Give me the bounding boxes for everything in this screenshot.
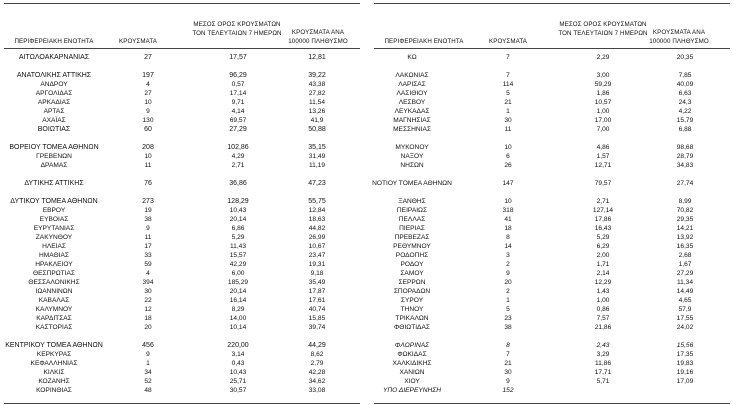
cases-cell: 8 [506, 342, 510, 349]
per100k-cell: 34,62 [308, 378, 326, 385]
header-cases: ΚΡΟΥΣΜΑΤΑ [489, 38, 527, 45]
cases-cell: 59 [144, 261, 152, 268]
cases-cell: 2 [506, 261, 510, 268]
avg7-cell: 102,86 [227, 144, 249, 151]
per100k-cell: 43,38 [308, 81, 326, 88]
per100k-cell: 1,67 [678, 261, 692, 268]
region-cell: ΑΙΤΩΛΟΑΚΑΡΝΑΝΙΑΣ [18, 54, 90, 61]
region-cell: ΜΥΚΟΝΟΥ [395, 144, 429, 151]
region-cell: ΤΡΙΚΑΛΩΝ [395, 315, 429, 322]
header-cases: ΚΡΟΥΣΜΑΤΑ [119, 38, 157, 45]
per100k-cell: 18,63 [308, 216, 326, 223]
region-cell: ΒΟΡΕΙΟΥ ΤΟΜΕΑ ΑΘΗΝΩΝ [9, 144, 99, 151]
per100k-cell: 4,65 [678, 297, 692, 304]
region-cell: ΚΙΛΚΙΣ [43, 369, 65, 376]
cases-cell: 38 [504, 324, 512, 331]
per100k-cell: 6,63 [678, 90, 692, 97]
per100k-cell: 13,92 [676, 234, 694, 241]
region-cell: ΗΜΑΘΙΑΣ [39, 252, 69, 259]
per100k-cell: 44,29 [308, 342, 326, 349]
region-cell: ΛΕΣΒΟΥ [398, 99, 426, 106]
avg7-cell: 20,14 [229, 216, 247, 223]
per100k-cell: 11,54 [308, 99, 325, 106]
per100k-cell: 55,75 [308, 198, 326, 205]
region-cell: ΦΘΙΩΤΙΔΑΣ [394, 324, 430, 331]
cases-cell: 23 [504, 315, 512, 322]
top-rule [4, 3, 360, 4]
avg7-cell: 220,00 [227, 342, 249, 349]
region-cell: ΚΟΖΑΝΗΣ [38, 378, 70, 385]
avg7-cell: 5,29 [596, 234, 610, 241]
cases-cell: 9 [506, 378, 510, 385]
avg7-cell: 2,14 [596, 270, 610, 277]
per100k-cell: 27,74 [676, 180, 694, 187]
region-cell: ΡΕΘΥΜΝΟΥ [393, 243, 431, 250]
cases-cell: 30 [504, 117, 512, 124]
cases-cell: 5 [506, 90, 510, 97]
cases-cell: 4 [146, 270, 150, 277]
header-avg7: ΜΕΣΟΣ ΟΡΟΣ ΚΡΟΥΣΜΑΤΩΝ ΤΟΝ ΤΕΛΕΥΤΑΙΩΝ 7 ΗΜΕΡΩΝ [558, 21, 648, 37]
cases-cell: 30 [144, 288, 152, 295]
region-cell: ΠΕΙΡΑΙΩΣ [396, 207, 428, 214]
avg7-cell: 17,14 [229, 90, 247, 97]
cases-cell: 9 [146, 351, 150, 358]
avg7-cell: 17,57 [229, 54, 247, 61]
region-cell: ΣΥΡΟΥ [400, 297, 424, 304]
cases-cell: 130 [142, 117, 154, 124]
region-cell: ΚΑΡΔΙΤΣΑΣ [36, 315, 72, 322]
region-cell: ΕΥΡΥΤΑΝΙΑΣ [33, 225, 75, 232]
avg7-cell: 3,00 [596, 72, 610, 79]
cases-cell: 52 [144, 378, 152, 385]
per100k-cell: 19,83 [676, 360, 694, 367]
region-cell: ΜΕΣΣΗΝΙΑΣ [393, 126, 431, 133]
region-cell: ΑΡΤΑΣ [43, 108, 65, 115]
header-rule [374, 48, 730, 49]
region-cell: ΣΠΟΡΑΔΩΝ [393, 288, 431, 295]
avg7-cell: 10,43 [229, 369, 247, 376]
per100k-cell: 4,22 [678, 108, 692, 115]
cases-cell: 10 [144, 99, 152, 106]
avg7-cell: 30,57 [229, 387, 247, 394]
region-cell: ΤΗΝΟΥ [400, 306, 424, 313]
region-cell: ΝΑΞΟΥ [400, 153, 424, 160]
cases-cell: 9 [146, 108, 150, 115]
region-cell: ΠΕΛΛΑΣ [398, 216, 426, 223]
per100k-cell: 42,28 [308, 369, 326, 376]
cases-cell: 14 [504, 243, 512, 250]
region-cell: ΖΑΚΥΝΘΟΥ [35, 234, 73, 241]
per100k-cell: 12,81 [308, 54, 326, 61]
cases-cell: 20 [144, 324, 152, 331]
region-cell: ΚΕΝΤΡΙΚΟΥ ΤΟΜΕΑ ΑΘΗΝΩΝ [5, 342, 103, 349]
per100k-cell: 20,35 [676, 54, 694, 61]
cases-cell: 60 [144, 126, 152, 133]
per100k-cell: 19,16 [676, 369, 694, 376]
avg7-cell: 36,86 [229, 180, 247, 187]
cases-cell: 30 [504, 369, 512, 376]
region-cell: ΔΡΑΜΑΣ [40, 162, 68, 169]
avg7-cell: 128,29 [227, 198, 249, 205]
cases-cell: 19 [144, 207, 152, 214]
cases-cell: 20 [504, 279, 512, 286]
avg7-cell: 9,71 [231, 99, 245, 106]
avg7-cell: 1,00 [596, 297, 610, 304]
avg7-cell: 1,43 [596, 288, 610, 295]
avg7-cell: 10,14 [229, 324, 247, 331]
avg7-cell: 12,29 [594, 279, 612, 286]
region-cell: ΚΩ [407, 54, 417, 61]
per100k-cell: 7,85 [678, 72, 692, 79]
region-cell: ΑΡΓΟΛΙΔΑΣ [35, 90, 73, 97]
cases-cell: 197 [142, 72, 154, 79]
avg7-cell: 127,14 [592, 207, 614, 214]
region-cell: ΛΑΚΩΝΙΑΣ [395, 72, 429, 79]
cases-cell: 10 [504, 144, 512, 151]
region-cell: ΘΕΣΠΡΩΤΙΑΣ [32, 270, 76, 277]
per100k-cell: 31,49 [308, 153, 326, 160]
cases-cell: 21 [504, 99, 512, 106]
avg7-cell: 25,71 [229, 378, 247, 385]
avg7-cell: 4,86 [596, 144, 610, 151]
cases-cell: 208 [142, 144, 154, 151]
region-cell: ΚΟΡΙΝΘΙΑΣ [36, 387, 72, 394]
per100k-cell: 11,34 [676, 279, 693, 286]
cases-cell: 1 [506, 108, 510, 115]
cases-cell: 9 [506, 270, 510, 277]
per100k-cell: 17,09 [676, 378, 694, 385]
avg7-cell: 16,43 [594, 225, 612, 232]
avg7-cell: 10,57 [594, 99, 612, 106]
per100k-cell: 35,15 [308, 144, 326, 151]
per100k-cell: 24,3 [678, 99, 692, 106]
region-cell: ΚΕΦΑΛΛΗΝΙΑΣ [30, 360, 78, 367]
region-cell: ΚΕΡΚΥΡΑΣ [36, 351, 72, 358]
per100k-cell: 40,09 [676, 81, 694, 88]
avg7-cell: 1,71 [596, 261, 610, 268]
per100k-cell: 41,9 [310, 117, 324, 124]
region-cell: ΝΗΣΩΝ [400, 162, 424, 169]
cases-cell: 114 [502, 81, 514, 88]
avg7-cell: 185,29 [227, 279, 249, 286]
region-cell: ΣΕΡΡΩΝ [398, 279, 426, 286]
per100k-cell: 70,82 [676, 207, 694, 214]
per100k-cell: 50,88 [308, 126, 326, 133]
avg7-cell: 15,57 [229, 252, 247, 259]
avg7-cell: 1,57 [596, 153, 610, 160]
region-cell: ΦΛΩΡΙΝΑΣ [394, 342, 430, 349]
per100k-cell: 13,26 [308, 108, 326, 115]
region-cell: ΚΑΣΤΟΡΙΑΣ [35, 324, 73, 331]
per100k-cell: 17,35 [676, 351, 694, 358]
per100k-cell: 2,79 [310, 360, 324, 367]
avg7-cell: 17,00 [594, 117, 612, 124]
avg7-cell: 0,43 [231, 360, 245, 367]
avg7-cell: 20,14 [229, 288, 247, 295]
per100k-cell: 28,79 [676, 153, 694, 160]
cases-cell: 273 [142, 198, 154, 205]
cases-cell: 1 [506, 297, 510, 304]
cases-cell: 26 [504, 162, 512, 169]
region-cell: ΔΥΤΙΚΟΥ ΤΟΜΕΑ ΑΘΗΝΩΝ [10, 198, 98, 205]
cases-cell: 18 [504, 225, 512, 232]
per100k-cell: 26,99 [308, 234, 326, 241]
cases-cell: 34 [144, 369, 152, 376]
avg7-cell: 2,71 [231, 162, 245, 169]
bottom-rule [374, 403, 730, 404]
region-cell: ΛΑΣΙΘΙΟΥ [396, 90, 428, 97]
per100k-cell: 15,85 [308, 315, 326, 322]
cases-cell: 21 [504, 360, 512, 367]
per100k-cell: 35,49 [308, 279, 326, 286]
per100k-cell: 57,9 [678, 306, 692, 313]
cases-cell: 18 [144, 315, 152, 322]
avg7-cell: 79,57 [594, 180, 612, 187]
region-cell: ΓΡΕΒΕΝΩΝ [36, 153, 72, 160]
cases-cell: 27 [144, 54, 152, 61]
avg7-cell: 8,29 [231, 306, 245, 313]
avg7-cell: 17,86 [594, 216, 612, 223]
region-cell: ΑΡΚΑΔΙΑΣ [37, 99, 71, 106]
cases-cell: 1 [146, 360, 150, 367]
cases-cell: 10 [504, 198, 512, 205]
region-cell: ΣΑΜΟΥ [400, 270, 424, 277]
region-cell: ΠΡΕΒΕΖΑΣ [394, 234, 430, 241]
per100k-cell: 2,68 [678, 252, 692, 259]
cases-cell: 318 [502, 207, 514, 214]
cases-cell: 38 [144, 216, 152, 223]
avg7-cell: 4,14 [231, 108, 245, 115]
per100k-cell: 23,47 [308, 252, 326, 259]
region-cell: ΒΟΙΩΤΙΑΣ [37, 126, 71, 133]
avg7-cell: 0,86 [596, 306, 610, 313]
avg7-cell: 2,00 [596, 252, 610, 259]
avg7-cell: 14,00 [229, 315, 247, 322]
per100k-cell: 6,88 [678, 126, 692, 133]
region-cell: ΚΑΒΑΛΑΣ [38, 297, 70, 304]
avg7-cell: 5,71 [596, 378, 610, 385]
avg7-cell: 4,29 [231, 153, 245, 160]
header-region: ΠΕΡΙΦΕΡΕΙΑΚΗ ΕΝΟΤΗΤΑ [14, 38, 94, 45]
per100k-cell: 27,29 [676, 270, 694, 277]
header-region: ΠΕΡΙΦΕΡΕΙΑΚΗ ΕΝΟΤΗΤΑ [384, 38, 464, 45]
region-cell: ΗΛΕΙΑΣ [42, 243, 66, 250]
per100k-cell: 17,55 [676, 315, 694, 322]
per100k-cell: 33,08 [308, 387, 326, 394]
region-cell: ΠΙΕΡΙΑΣ [399, 225, 425, 232]
cases-cell: 3 [506, 252, 510, 259]
cases-cell: 7 [506, 54, 510, 61]
per100k-cell: 98,68 [676, 144, 694, 151]
cases-cell: 5 [506, 306, 510, 313]
cases-cell: 2 [506, 288, 510, 295]
region-cell: ΑΧΑΪΑΣ [42, 117, 66, 124]
avg7-cell: 7,00 [596, 126, 610, 133]
avg7-cell: 2,29 [596, 54, 610, 61]
avg7-cell: 2,71 [596, 198, 610, 205]
avg7-cell: 2,43 [596, 342, 610, 349]
per100k-cell: 47,23 [308, 180, 326, 187]
avg7-cell: 3,14 [231, 351, 245, 358]
per100k-cell: 11,19 [308, 162, 325, 169]
header-per100k: ΚΡΟΥΣΜΑΤΑ ΑΝΑ 100000 ΠΛΗΘΥΣΜΟ [288, 29, 348, 45]
avg7-cell: 21,86 [594, 324, 612, 331]
per100k-cell: 27,82 [308, 90, 326, 97]
avg7-cell: 1,00 [596, 108, 610, 115]
cases-cell: 6 [506, 153, 510, 160]
region-cell: ΥΠΟ ΔΙΕΡΕΥΝΗΣΗ [383, 387, 441, 394]
cases-cell: 9 [146, 225, 150, 232]
cases-cell: 7 [506, 72, 510, 79]
region-cell: ΗΡΑΚΛΕΙΟΥ [35, 261, 73, 268]
avg7-cell: 11,43 [229, 243, 246, 250]
per100k-cell: 10,67 [308, 243, 326, 250]
region-cell: ΘΕΣΣΑΛΟΝΙΚΗΣ [28, 279, 80, 286]
per100k-cell: 14,49 [676, 288, 694, 295]
region-cell: ΙΩΑΝΝΙΝΩΝ [35, 288, 73, 295]
avg7-cell: 10,43 [229, 207, 247, 214]
per100k-cell: 17,61 [308, 297, 326, 304]
avg7-cell: 96,29 [229, 72, 247, 79]
region-cell: ΡΟΔΟΠΗΣ [395, 252, 429, 259]
region-cell: ΕΒΡΟΥ [42, 207, 66, 214]
cases-cell: 48 [144, 387, 152, 394]
avg7-cell: 3,29 [596, 351, 610, 358]
bottom-rule [4, 403, 360, 404]
per100k-cell: 8,62 [310, 351, 324, 358]
region-cell: ΡΟΔΟΥ [400, 261, 424, 268]
per100k-cell: 34,83 [676, 162, 694, 169]
header-per100k: ΚΡΟΥΣΜΑΤΑ ΑΝΑ 100000 ΠΛΗΘΥΣΜΟ [649, 29, 709, 45]
header-rule [4, 48, 360, 49]
avg7-cell: 6,86 [231, 225, 245, 232]
cases-cell: 76 [144, 180, 152, 187]
cases-cell: 11 [144, 234, 152, 241]
cases-cell: 41 [504, 216, 512, 223]
cases-cell: 11 [144, 162, 152, 169]
per100k-cell: 8,99 [678, 198, 692, 205]
cases-cell: 12 [144, 306, 152, 313]
per100k-cell: 39,74 [308, 324, 326, 331]
top-rule [374, 3, 730, 4]
region-cell: ΧΑΛΚΙΔΙΚΗΣ [392, 360, 432, 367]
cases-cell: 152 [502, 387, 514, 394]
avg7-cell: 17,71 [594, 369, 612, 376]
per100k-cell: 40,74 [308, 306, 326, 313]
avg7-cell: 11,86 [594, 360, 611, 367]
cases-cell: 17 [144, 243, 152, 250]
cases-cell: 33 [144, 252, 152, 259]
avg7-cell: 1,86 [596, 90, 610, 97]
region-cell: ΦΩΚΙΔΑΣ [397, 351, 427, 358]
avg7-cell: 12,71 [594, 162, 612, 169]
cases-cell: 394 [142, 279, 154, 286]
cases-cell: 456 [142, 342, 154, 349]
avg7-cell: 59,29 [594, 81, 612, 88]
per100k-cell: 39,22 [308, 72, 326, 79]
region-cell: ΕΥΒΟΙΑΣ [39, 216, 69, 223]
cases-cell: 147 [502, 180, 514, 187]
per100k-cell: 24,02 [676, 324, 694, 331]
per100k-cell: 14,21 [676, 225, 694, 232]
per100k-cell: 17,87 [308, 288, 326, 295]
cases-cell: 22 [144, 297, 152, 304]
header-avg7: ΜΕΣΟΣ ΟΡΟΣ ΚΡΟΥΣΜΑΤΩΝ ΤΟΝ ΤΕΛΕΥΤΑΙΩΝ 7 ΗΜΕΡΩΝ [192, 21, 282, 37]
cases-cell: 4 [146, 81, 150, 88]
region-cell: ΑΝΔΡΟΥ [40, 81, 68, 88]
avg7-cell: 16,14 [229, 297, 247, 304]
region-cell: ΞΑΝΘΗΣ [398, 198, 426, 205]
avg7-cell: 0,57 [231, 81, 245, 88]
avg7-cell: 6,29 [596, 243, 610, 250]
cases-cell: 11 [504, 126, 512, 133]
per100k-cell: 15,79 [676, 117, 694, 124]
per100k-cell: 19,31 [308, 261, 326, 268]
region-cell: ΚΑΛΥΜΝΟΥ [35, 306, 73, 313]
per100k-cell: 12,84 [308, 207, 326, 214]
region-cell: ΛΕΥΚΑΔΑΣ [394, 108, 430, 115]
cases-cell: 7 [506, 351, 510, 358]
avg7-cell: 69,57 [229, 117, 247, 124]
region-cell: ΜΑΓΝΗΣΙΑΣ [393, 117, 431, 124]
per100k-cell: 44,82 [308, 225, 326, 232]
avg7-cell: 5,29 [231, 234, 245, 241]
avg7-cell: 42,29 [229, 261, 247, 268]
per100k-cell: 29,35 [676, 216, 694, 223]
avg7-cell: 27,29 [229, 126, 247, 133]
cases-cell: 10 [144, 153, 152, 160]
region-cell: ΝΟΤΙΟΥ ΤΟΜΕΑ ΑΘΗΝΩΝ [372, 180, 452, 187]
region-cell: ΧΑΝΙΩΝ [399, 369, 425, 376]
avg7-cell: 6,00 [231, 270, 245, 277]
region-cell: ΛΑΡΙΣΑΣ [398, 81, 426, 88]
per100k-cell: 16,35 [676, 243, 694, 250]
per100k-cell: 9,18 [310, 270, 324, 277]
cases-cell: 27 [144, 90, 152, 97]
region-cell: ΔΥΤΙΚΗΣ ΑΤΤΙΚΗΣ [24, 180, 84, 187]
cases-cell: 8 [506, 234, 510, 241]
region-cell: ΑΝΑΤΟΛΙΚΗΣ ΑΤΤΙΚΗΣ [16, 72, 92, 79]
region-cell: ΧΙΟΥ [404, 378, 420, 385]
avg7-cell: 7,57 [596, 315, 610, 322]
per100k-cell: 15,56 [676, 342, 694, 349]
